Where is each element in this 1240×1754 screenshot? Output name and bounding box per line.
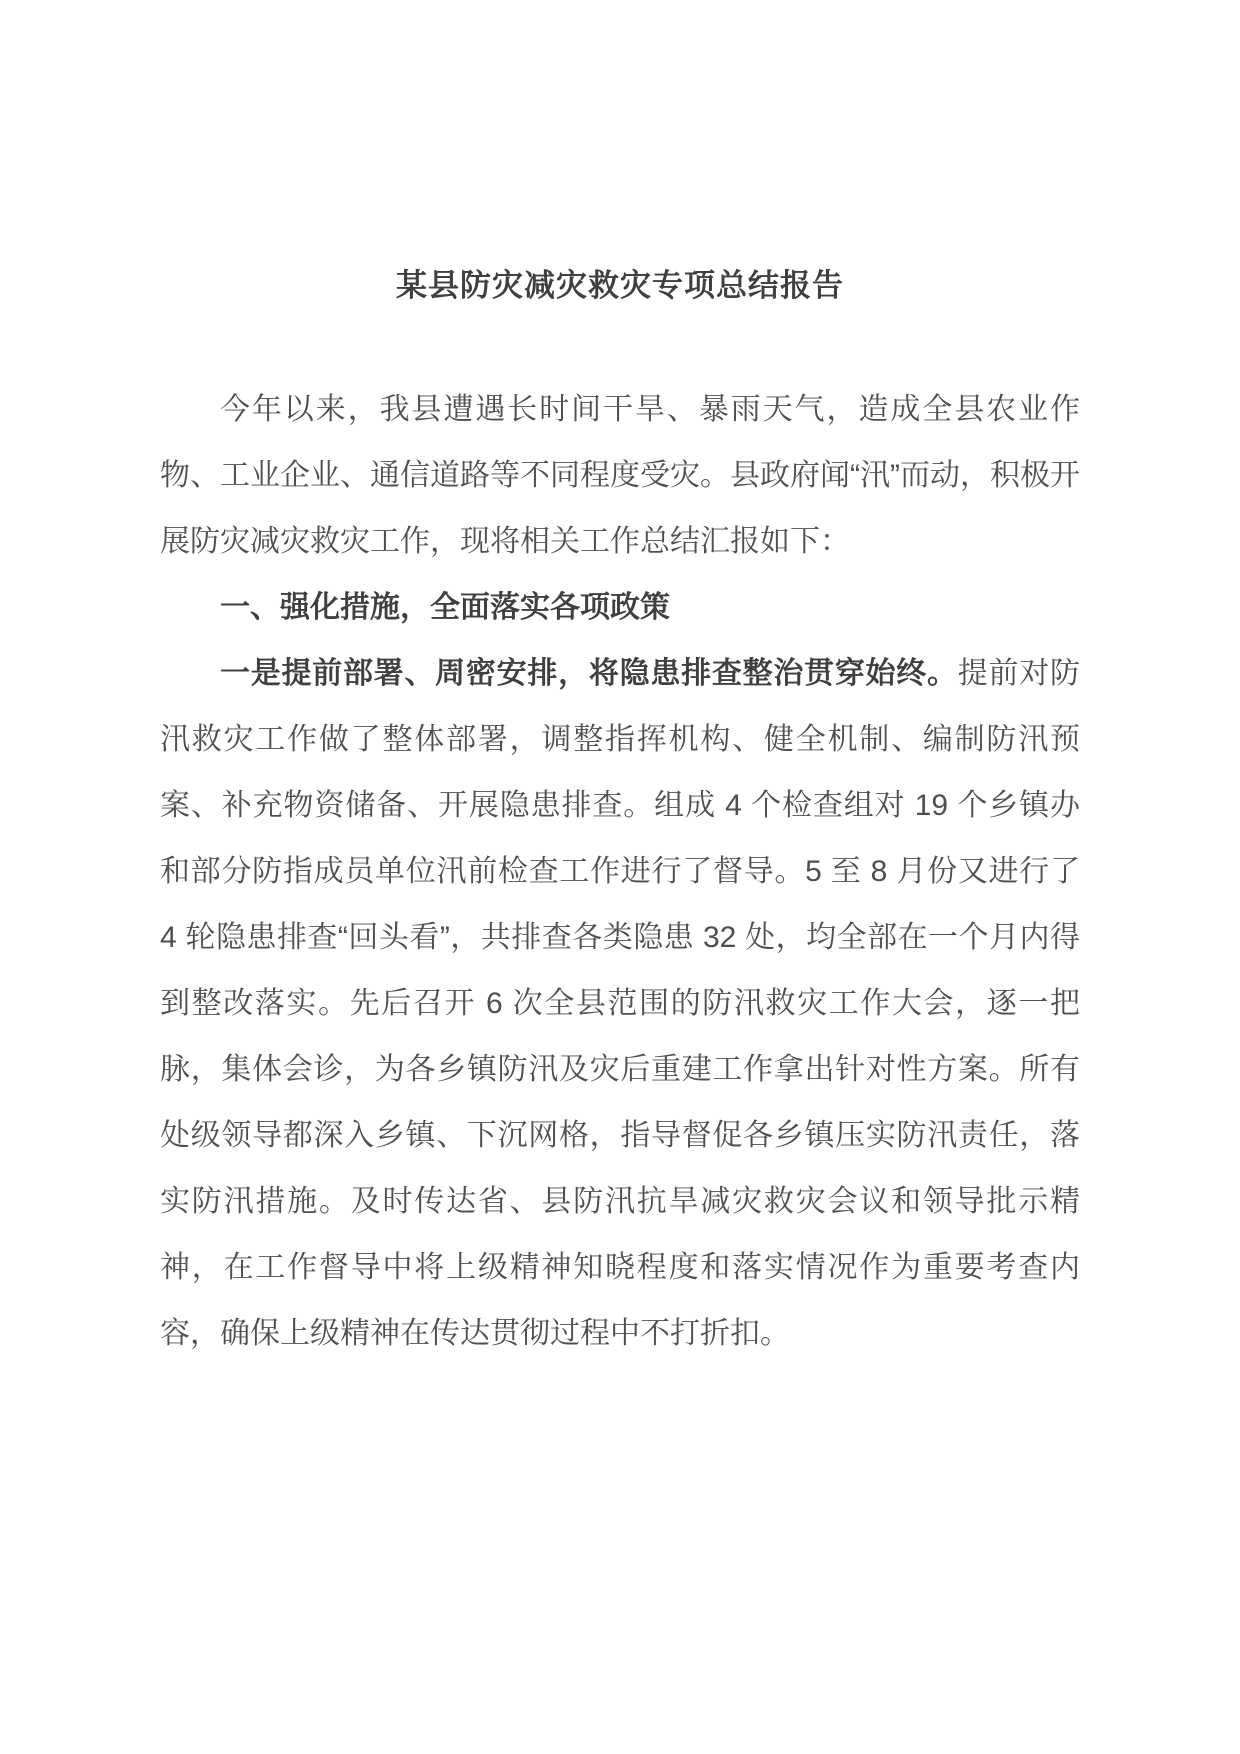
text-run: 提前对防汛救灾工作做了整体部署，调整指挥机构、健全机制、编制防汛预案、补充物资储备、开展隐患排查。组成 4 个检查组对 19 个乡镇办和部分防指成员单位汛前检查工作进行了督导。5 至 8 月份又进行了 4 轮隐患排查“回头看”，共排查各类隐患 32 处，均全部在一个月内得到整改落实。先后召开 6 次全县范围的防汛救灾工作大会，逐一把脉，集体会诊，为各乡镇防汛及灾后重建工作拿出针对性方案。所有处级领导都深入乡镇、下沉网格，指导督促各乡镇压实防汛责任，落实防汛措施。及时传达省、县防汛抗旱减灾救灾会议和领导批示精神，在工作督导中将上级精神知晓程度和落实情况作为重要考查内容，确保上级精神在传达贯彻过程中不打折扣。 [160,657,1081,1350]
document-content [160,0,1080,1367]
text-run: 今年以来，我县遭遇长时间干旱、暴雨天气，造成全县农业作物、工业企业、通信道路等不同程度受灾。县政府闻“汛”而动，积极开展防灾减灾救灾工作，现将相关工作总结汇报如下： [160,393,1080,558]
body-paragraph [160,641,1080,1367]
body-paragraph [160,377,1080,575]
text-run: 一、强化措施，全面落实各项政策 [220,591,670,624]
document-title: 某县防灾减灾救灾专项总结报告 [396,268,844,303]
section-heading [160,575,1080,641]
document-body [160,377,1080,1367]
text-run: 一是提前部署、周密安排，将隐患排查整治贯穿始终。 [220,657,958,690]
